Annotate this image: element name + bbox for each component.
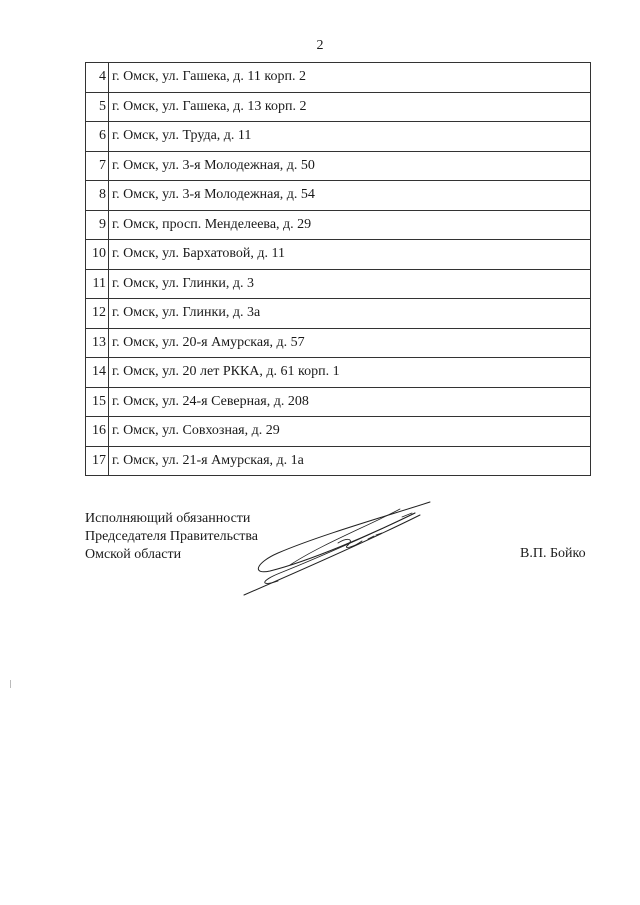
row-number: 17 xyxy=(86,446,109,476)
page-number: 2 xyxy=(316,38,324,53)
table-row xyxy=(86,417,591,447)
row-address: г. Омск, ул. 20 лет РККА, д. 61 корп. 1 xyxy=(109,358,591,388)
signer-position-line: Исполняющий обязанности xyxy=(85,511,251,526)
table-row xyxy=(86,210,591,240)
row-number: 7 xyxy=(86,151,109,181)
address-table-body xyxy=(86,63,591,476)
row-address: г. Омск, ул. Гашека, д. 11 корп. 2 xyxy=(109,63,591,93)
table-row xyxy=(86,269,591,299)
signer-position-line: Председателя Правительства xyxy=(85,529,259,544)
address-table xyxy=(85,62,591,476)
row-number: 6 xyxy=(86,122,109,152)
table-row xyxy=(86,181,591,211)
row-number: 4 xyxy=(86,63,109,93)
row-number: 11 xyxy=(86,269,109,299)
table-row xyxy=(86,387,591,417)
row-address: г. Омск, ул. 24-я Северная, д. 208 xyxy=(109,387,591,417)
row-number: 12 xyxy=(86,299,109,329)
signer-position-line: Омской области xyxy=(85,547,182,562)
row-number: 13 xyxy=(86,328,109,358)
row-address: г. Омск, ул. 21-я Амурская, д. 1а xyxy=(109,446,591,476)
row-address: г. Омск, ул. Совхозная, д. 29 xyxy=(109,417,591,447)
row-number: 9 xyxy=(86,210,109,240)
row-address: г. Омск, ул. Бархатовой, д. 11 xyxy=(109,240,591,270)
table-row xyxy=(86,151,591,181)
row-number: 5 xyxy=(86,92,109,122)
row-address: г. Омск, ул. Глинки, д. 3 xyxy=(109,269,591,299)
row-address: г. Омск, ул. Глинки, д. 3а xyxy=(109,299,591,329)
margin-mark xyxy=(10,680,11,688)
table-row xyxy=(86,240,591,270)
row-number: 10 xyxy=(86,240,109,270)
row-address: г. Омск, ул. 3-я Молодежная, д. 50 xyxy=(109,151,591,181)
table-row xyxy=(86,358,591,388)
row-number: 15 xyxy=(86,387,109,417)
table-row xyxy=(86,122,591,152)
table-row xyxy=(86,446,591,476)
row-address: г. Омск, ул. 20-я Амурская, д. 57 xyxy=(109,328,591,358)
handwritten-signature-icon xyxy=(230,495,440,605)
row-number: 8 xyxy=(86,181,109,211)
row-address: г. Омск, просп. Менделеева, д. 29 xyxy=(109,210,591,240)
signer-name: В.П. Бойко xyxy=(520,546,586,561)
table-row xyxy=(86,328,591,358)
row-number: 16 xyxy=(86,417,109,447)
row-address: г. Омск, ул. 3-я Молодежная, д. 54 xyxy=(109,181,591,211)
table-row xyxy=(86,63,591,93)
table-row xyxy=(86,299,591,329)
table-row xyxy=(86,92,591,122)
row-number: 14 xyxy=(86,358,109,388)
row-address: г. Омск, ул. Труда, д. 11 xyxy=(109,122,591,152)
row-address: г. Омск, ул. Гашека, д. 13 корп. 2 xyxy=(109,92,591,122)
